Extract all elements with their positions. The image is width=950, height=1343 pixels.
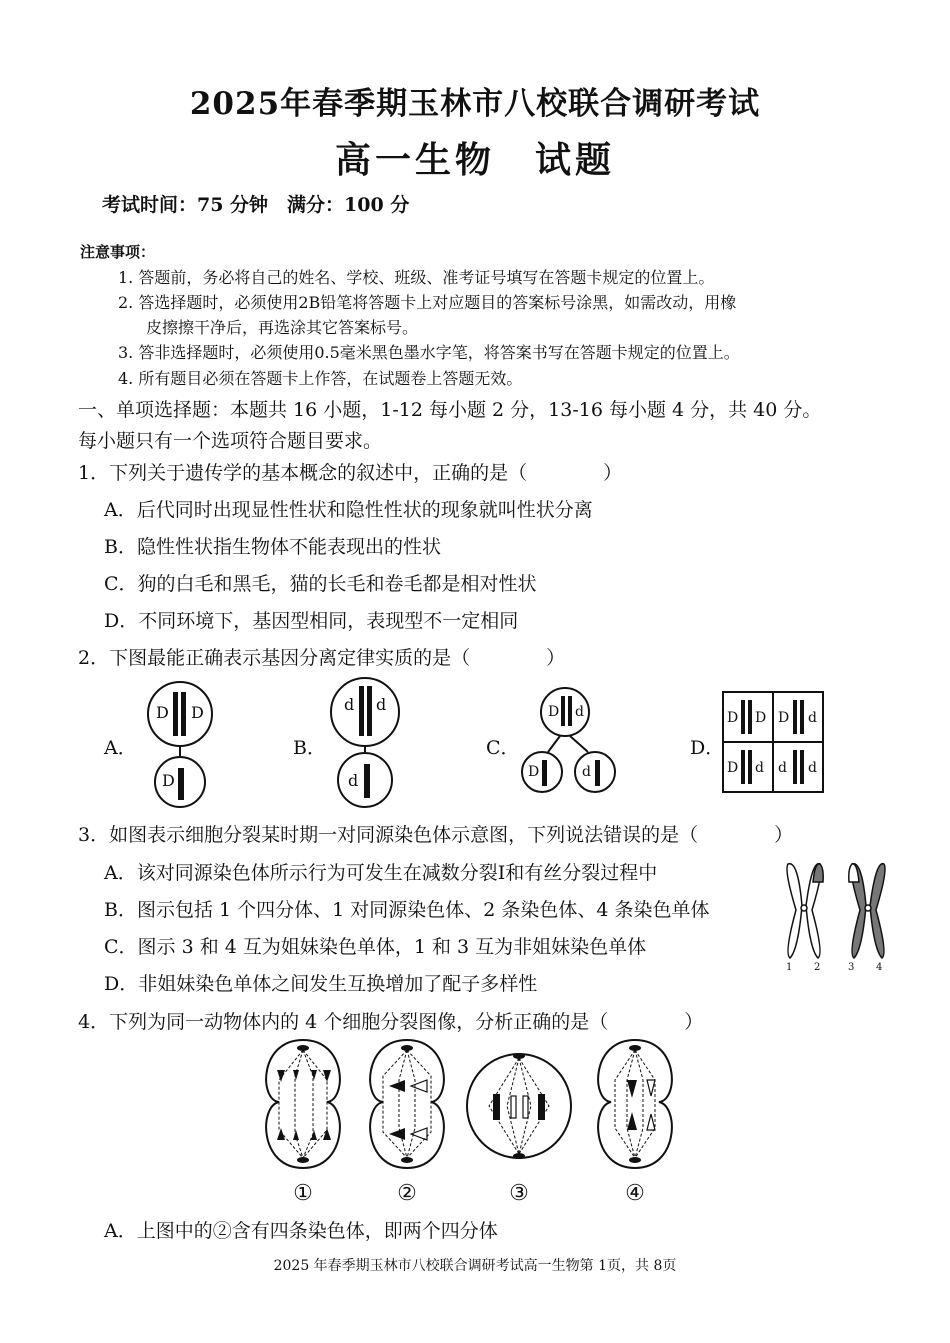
note-item: 4. 所有题目必须在答题卡上作答，在试题卷上答题无效。	[118, 369, 523, 388]
note-item: 2. 答选择题时，必须使用2B铅笔将答题卡上对应题目的答案标号涂黑，如需改动，用橡	[118, 293, 737, 312]
gene-label: d	[755, 760, 764, 776]
cell-label: ①	[293, 1181, 313, 1206]
section-heading: 一、单项选择题：本题共 16 小题，1-12 每小题 2 分，13-16 每小题 4 分，共 40 分。	[78, 399, 822, 421]
question-2-figure	[120, 672, 860, 812]
question-4-option-a: A．上图中的②含有四条染色体，即两个四分体	[104, 1220, 498, 1242]
question-3-chromosome-figure	[780, 858, 890, 973]
question-3-option-b: B．图示包括 1 个四分体、1 对同源染色体、2 条染色体、4 条染色单体	[104, 899, 710, 921]
exam-title: 2025年春季期玉林市八校联合调研考试	[189, 86, 761, 122]
page-footer: 2025 年春季期玉林市八校联合调研考试高一生物第 1页，共 8页	[273, 1258, 677, 1274]
gene-label: d	[575, 704, 584, 720]
exam-info: 考试时间：75 分钟 满分：100 分	[102, 194, 410, 216]
chromatid-label: 2	[814, 962, 821, 973]
section-subheading: 每小题只有一个选项符合题目要求。	[78, 430, 383, 452]
chromatid-label: 4	[876, 962, 883, 973]
question-3-option-d: D．非姐妹染色单体之间发生互换增加了配子多样性	[104, 973, 538, 995]
cell-label: ④	[625, 1181, 645, 1206]
notes-heading: 注意事项：	[80, 243, 156, 261]
question-2-label-c: C．	[486, 737, 520, 759]
question-3-stem: 3．如图表示细胞分裂某时期一对同源染色体示意图，下列说法错误的是（ ）	[78, 824, 794, 846]
note-item: 3. 答非选择题时，必须使用0.5毫米黑色墨水字笔，将答案书写在答题卡规定的位置上。	[118, 343, 740, 362]
question-4-stem: 4．下列为同一动物体内的 4 个细胞分裂图像，分析正确的是（ ）	[78, 1011, 704, 1033]
note-item: 1. 答题前，务必将自己的姓名、学校、班级、准考证号填写在答题卡规定的位置上。	[118, 268, 715, 287]
gene-label: D	[156, 703, 169, 722]
question-2-stem: 2．下图最能正确表示基因分离定律实质的是（ ）	[78, 647, 566, 669]
question-2-label-a: A．	[104, 737, 137, 759]
chromatid-label: 3	[848, 962, 855, 973]
chromatid-label: 1	[786, 962, 793, 973]
gene-label: d	[808, 710, 817, 726]
gene-label: D	[778, 710, 790, 726]
gene-label: d	[778, 760, 787, 776]
gene-label: d	[376, 695, 387, 714]
gene-label: D	[755, 710, 767, 726]
question-3-option-c: C．图示 3 和 4 互为姐妹染色单体，1 和 3 互为非姐妹染色单体	[104, 936, 647, 958]
gene-label: d	[348, 771, 359, 790]
question-1-option-d: D．不同环境下，基因型相同，表现型不一定相同	[104, 610, 519, 632]
cell-label: ②	[397, 1181, 417, 1206]
question-2-label-b: B．	[293, 737, 326, 759]
question-4-cell-figure	[255, 1036, 705, 1211]
gene-label: D	[528, 764, 540, 780]
question-1-stem: 1．下列关于遗传学的基本概念的叙述中，正确的是（ ）	[78, 462, 623, 484]
cell-label: ③	[509, 1181, 529, 1206]
gene-label: d	[344, 695, 355, 714]
gene-label: D	[727, 760, 739, 776]
subject-title: 高一生物 试题	[334, 139, 615, 181]
gene-label: D	[162, 771, 175, 790]
note-item: 皮擦擦干净后，再选涂其它答案标号。	[146, 318, 419, 337]
question-1-option-c: C．狗的白毛和黑毛，猫的长毛和卷毛都是相对性状	[104, 573, 537, 595]
question-3-option-a: A．该对同源染色体所示行为可发生在减数分裂Ⅰ和有丝分裂过程中	[104, 862, 658, 884]
gene-label: d	[582, 764, 591, 780]
gene-label: d	[808, 760, 817, 776]
gene-label: D	[191, 703, 204, 722]
question-1-option-a: A．后代同时出现显性性状和隐性性状的现象就叫性状分离	[104, 499, 593, 521]
gene-label: D	[727, 710, 739, 726]
question-1-option-b: B．隐性性状指生物体不能表现出的性状	[104, 536, 441, 558]
gene-label: D	[548, 704, 560, 720]
question-2-label-d: D．	[690, 737, 725, 759]
